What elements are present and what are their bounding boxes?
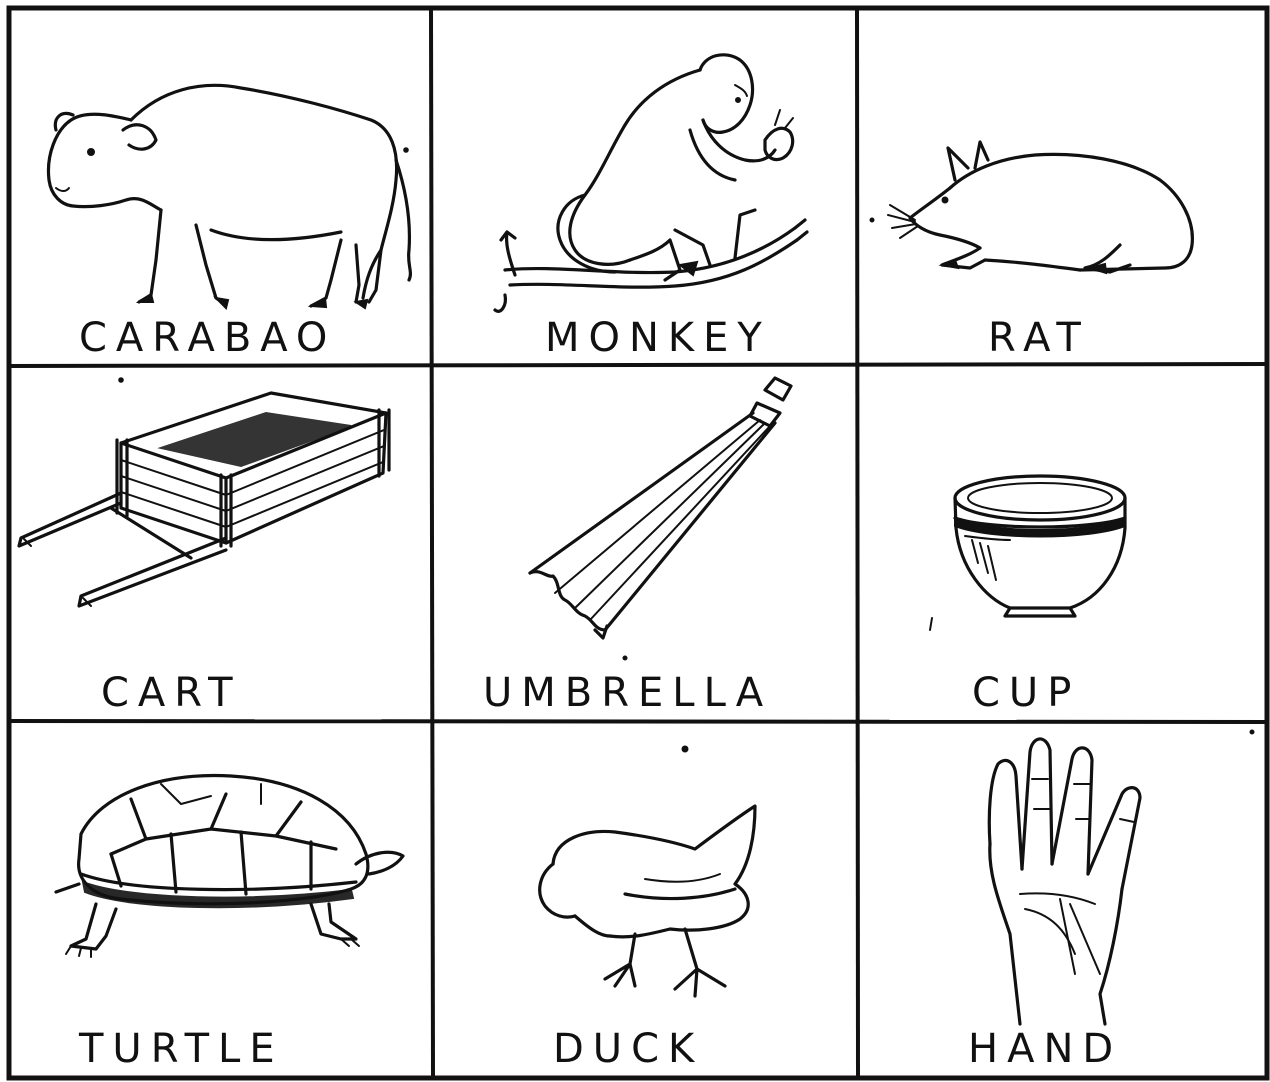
hand-drawing (860, 724, 1266, 1076)
card-label: MONKEY (545, 315, 771, 361)
card-label: DUCK (553, 1026, 704, 1072)
card-umbrella (435, 368, 855, 720)
umbrella-drawing (435, 368, 855, 720)
rat-drawing (860, 10, 1266, 365)
monkey-drawing (435, 10, 855, 365)
duck-drawing (435, 724, 855, 1076)
card-cup (860, 368, 1266, 720)
card-label: CUP (972, 670, 1081, 716)
turtle-drawing (11, 724, 431, 1076)
card-label: CART (101, 670, 242, 716)
card-label: TURTLE (79, 1026, 284, 1072)
cup-drawing (860, 368, 1266, 720)
card-rat (860, 10, 1266, 365)
card-duck (435, 724, 855, 1076)
cart-drawing (11, 368, 431, 720)
card-label: RAT (988, 315, 1090, 361)
card-carabao (11, 10, 431, 365)
card-label: UMBRELLA (483, 670, 773, 716)
card-turtle (11, 724, 431, 1076)
card-label: HAND (968, 1026, 1123, 1072)
card-monkey (435, 10, 855, 365)
card-cart (11, 368, 431, 720)
card-hand (860, 724, 1266, 1076)
card-label: CARABAO (79, 315, 337, 361)
carabao-drawing (11, 10, 431, 365)
